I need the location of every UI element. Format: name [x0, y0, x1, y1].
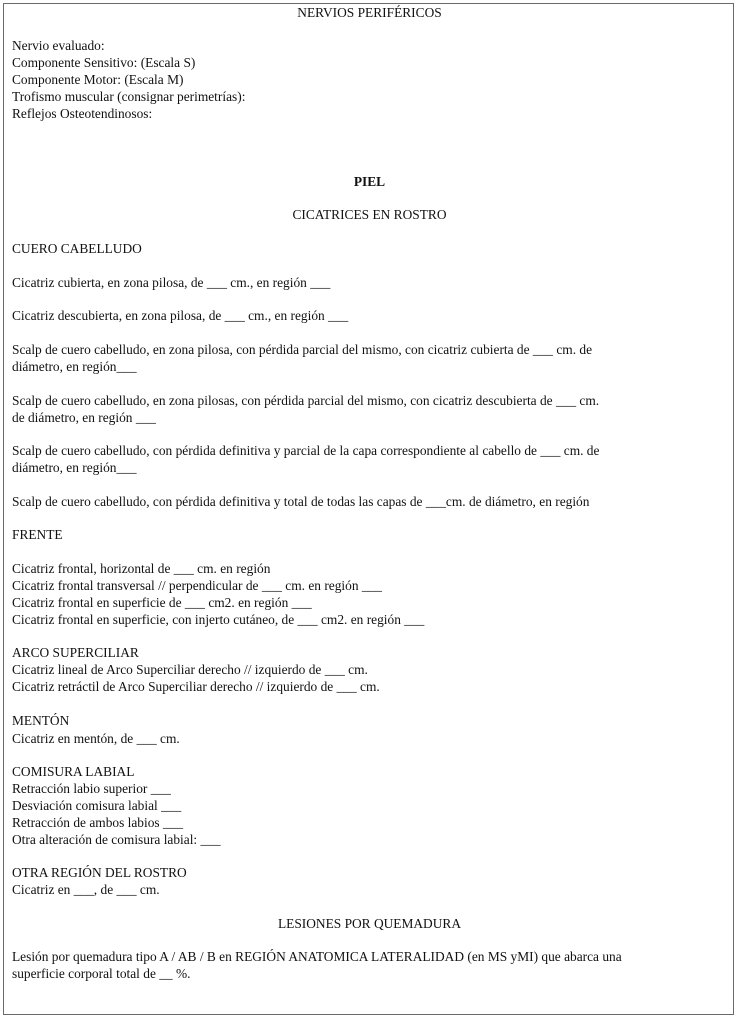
quemadura-heading: LESIONES POR QUEMADURA	[277, 916, 462, 931]
otra-region-line-1: Cicatriz en ___, de ___ cm.	[12, 882, 160, 897]
nervios-heading: NERVIOS PERIFÉRICOS	[297, 5, 442, 20]
reflejos-line: Reflejos Osteotendinosos:	[12, 106, 153, 121]
frente-line-4: Cicatriz frontal en superficie, con injerto cutáneo, de ___ cm2. en región ___	[12, 612, 425, 627]
comisura-line-2: Desviación comisura labial ___	[12, 798, 182, 813]
frente-line-1: Cicatriz frontal, horizontal de ___ cm. en región	[12, 561, 271, 576]
cuero-line-2: Cicatriz descubierta, en zona pilosa, de ___ cm., en región ___	[12, 308, 349, 323]
quemadura-line-1: Lesión por quemadura tipo A / AB / B en REGIÓN ANATOMICA LATERALIDAD (en MS yMI) que abarca una	[12, 949, 622, 964]
comisura-line-4: Otra alteración de comisura labial: ___	[12, 832, 221, 847]
comisura-line-1: Retracción labio superior ___	[12, 781, 171, 796]
comisura-line-3: Retracción de ambos labios ___	[12, 815, 184, 830]
cuero-line-1: Cicatriz cubierta, en zona pilosa, de ___ cm., en región ___	[12, 275, 331, 290]
cicatrices-rostro-heading: CICATRICES EN ROSTRO	[292, 207, 447, 222]
cuero-line-4a: Scalp de cuero cabelludo, en zona pilosas, con pérdida parcial del mismo, con cicatriz descubierta de ___ cm.	[12, 393, 600, 408]
menton-heading: MENTÓN	[12, 713, 70, 728]
otra-region-heading: OTRA REGIÓN DEL ROSTRO	[12, 865, 187, 880]
cuero-line-4b: de diámetro, en región ___	[12, 410, 156, 425]
cuero-line-6: Scalp de cuero cabelludo, con pérdida definitiva y total de todas las capas de ___cm. de diámetro, en región	[12, 494, 590, 509]
nervio-evaluado-line: Nervio evaluado:	[12, 38, 105, 53]
quemadura-line-2: superficie corporal total de __ %.	[12, 966, 191, 981]
componente-motor-line: Componente Motor: (Escala M)	[12, 72, 184, 87]
comisura-labial-heading: COMISURA LABIAL	[12, 764, 135, 779]
piel-heading: PIEL	[353, 174, 386, 189]
arco-line-1: Cicatriz lineal de Arco Superciliar derecho // izquierdo de ___ cm.	[12, 662, 368, 677]
cuero-line-5b: diámetro, en región___	[12, 460, 137, 475]
frente-heading: FRENTE	[12, 527, 63, 542]
trofismo-line: Trofismo muscular (consignar perimetrías):	[12, 89, 246, 104]
arco-superciliar-heading: ARCO SUPERCILIAR	[12, 645, 139, 660]
cuero-cabelludo-heading: CUERO CABELLUDO	[12, 241, 142, 256]
cuero-line-3b: diámetro, en región___	[12, 359, 137, 374]
componente-sensitivo-line: Componente Sensitivo: (Escala S)	[12, 55, 196, 70]
frente-line-2: Cicatriz frontal transversal // perpendicular de ___ cm. en región ___	[12, 578, 382, 593]
arco-line-2: Cicatriz retráctil de Arco Superciliar derecho // izquierdo de ___ cm.	[12, 679, 380, 694]
cuero-line-5a: Scalp de cuero cabelludo, con pérdida definitiva y parcial de la capa correspondiente al cabello de ___ cm. de	[12, 443, 600, 458]
menton-line-1: Cicatriz en mentón, de ___ cm.	[12, 731, 180, 746]
cuero-line-3a: Scalp de cuero cabelludo, en zona pilosa, con pérdida parcial del mismo, con cicatriz cubierta de ___ cm. de	[12, 342, 593, 357]
frente-line-3: Cicatriz frontal en superficie de ___ cm2. en región ___	[12, 595, 312, 610]
